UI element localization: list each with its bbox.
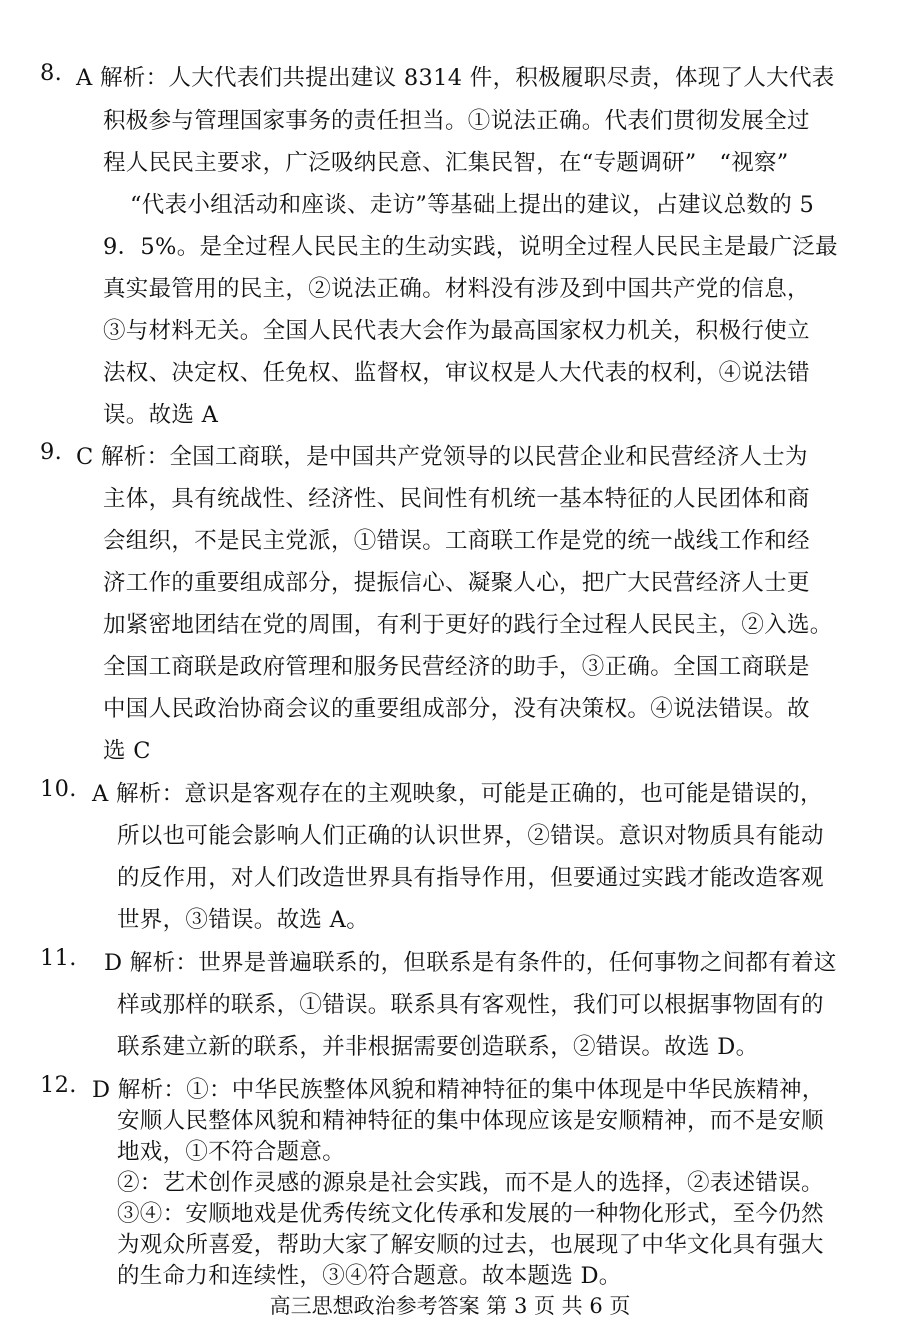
answer-line: 真实最管用的民主，②说法正确。材料没有涉及到中国共产党的信息， xyxy=(103,276,810,302)
answer-line: 的反作用，对人们改造世界具有指导作用，但要通过实践才能改造客观 xyxy=(117,865,824,891)
answer-line: 主体，具有统战性、经济性、民间性有机统一基本特征的人民团体和商 xyxy=(103,486,810,512)
page-footer: 高三思想政治参考答案 第 3 页 共 6 页 xyxy=(269,1294,631,1318)
answer-line: 积极参与管理国家事务的责任担当。①说法正确。代表们贯彻发展全过 xyxy=(103,108,810,134)
answer-line: A 解析：意识是客观存在的主观映象，可能是正确的，也可能是错误的， xyxy=(92,781,823,807)
answer-line: 中国人民政治协商会议的重要组成部分，没有决策权。④说法错误。故 xyxy=(103,696,810,722)
answer-line: 联系建立新的联系，并非根据需要创造联系，②错误。故选 D。 xyxy=(117,1034,759,1060)
answer-line: 世界，③错误。故选 A。 xyxy=(117,907,370,933)
answer-line: 9．5%。是全过程人民民主的生动实践，说明全过程人民民主是最广泛最 xyxy=(103,234,838,260)
answer-line: 法权、决定权、任免权、监督权，审议权是人大代表的权利，④说法错 xyxy=(103,360,810,386)
answer-line: 程人民民主要求，广泛吸纳民意、汇集民智，在“专题调研” “视察” xyxy=(103,150,789,176)
answer-line: “代表小组活动和座谈、走访”等基础上提出的建议，占建议总数的 5 xyxy=(130,192,815,218)
question-number: 11. xyxy=(40,945,77,971)
answer-line: 样或那样的联系，①错误。联系具有客观性，我们可以根据事物固有的 xyxy=(117,992,824,1018)
answer-line: ③与材料无关。全国人民代表大会作为最高国家权力机关，积极行使立 xyxy=(103,318,810,344)
answer-line: 的生命力和连续性，③④符合题意。故本题选 D。 xyxy=(117,1263,622,1289)
answer-line: 济工作的重要组成部分，提振信心、凝聚人心，把广大民营经济人士更 xyxy=(103,570,810,596)
answer-line: 全国工商联是政府管理和服务民营经济的助手，③正确。全国工商联是 xyxy=(103,654,810,680)
answer-line: ②：艺术创作灵感的源泉是社会实践，而不是人的选择，②表述错误。 xyxy=(117,1170,824,1196)
answer-line: 加紧密地团结在党的周围，有利于更好的践行全过程人民民主，②入选。 xyxy=(103,612,833,638)
answer-line: 地戏，①不符合题意。 xyxy=(117,1139,346,1165)
question-number: 12. xyxy=(40,1072,77,1098)
question-number: 8. xyxy=(40,60,63,86)
answer-line: 所以也可能会影响人们正确的认识世界，②错误。意识对物质具有能动 xyxy=(117,823,824,849)
answer-line: 安顺人民整体风貌和精神特征的集中体现应该是安顺精神，而不是安顺 xyxy=(117,1108,824,1134)
answer-line: 选 C xyxy=(103,738,151,764)
answer-line: D 解析：世界是普遍联系的，但联系是有条件的，任何事物之间都有着这 xyxy=(104,950,837,976)
answer-line: 误。故选 A xyxy=(103,402,219,428)
answer-line: D 解析：①：中华民族整体风貌和精神特征的集中体现是中华民族精神， xyxy=(92,1077,825,1103)
answer-line: 会组织，不是民主党派，①错误。工商联工作是党的统一战线工作和经 xyxy=(103,528,810,554)
question-number: 9. xyxy=(40,439,63,465)
answer-line: A 解析：人大代表们共提出建议 8314 件，积极履职尽责，体现了人大代表 xyxy=(76,65,835,91)
answer-line: ③④：安顺地戏是优秀传统文化传承和发展的一种物化形式，至今仍然 xyxy=(117,1201,824,1227)
answer-line: 为观众所喜爱，帮助大家了解安顺的过去，也展现了中华文化具有强大 xyxy=(117,1232,824,1258)
answer-line: C 解析：全国工商联，是中国共产党领导的以民营企业和民营经济人士为 xyxy=(76,444,808,470)
question-number: 10. xyxy=(40,776,77,802)
